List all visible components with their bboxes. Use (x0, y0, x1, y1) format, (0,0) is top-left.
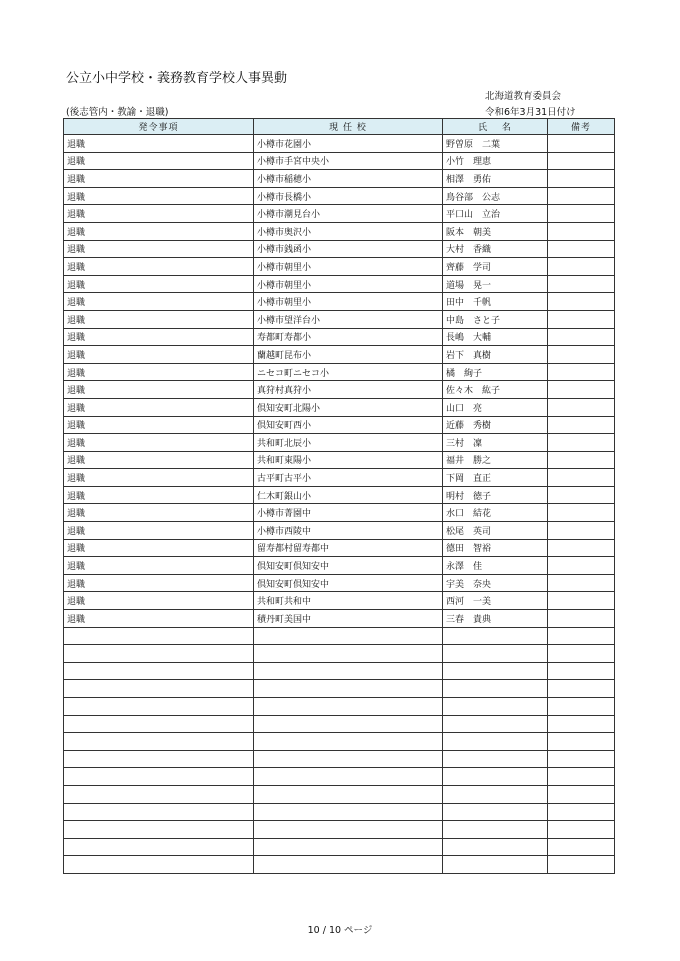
remarks-cell (548, 539, 615, 557)
empty-cell (64, 645, 254, 663)
empty-cell (548, 645, 615, 663)
school-cell: 小樽市花園小 (254, 135, 443, 153)
table-row (64, 240, 615, 258)
appointment-cell: 退職 (64, 434, 254, 452)
table-row (64, 346, 615, 364)
name-cell: 水口 結花 (443, 504, 548, 522)
remarks-cell (548, 504, 615, 522)
name-cell: 大村 香織 (443, 240, 548, 258)
school-cell: 真狩村真狩小 (254, 381, 443, 399)
empty-cell (443, 680, 548, 698)
empty-cell (443, 627, 548, 645)
remarks-cell (548, 275, 615, 293)
remarks-cell (548, 557, 615, 575)
empty-cell (443, 733, 548, 751)
appointment-cell: 退職 (64, 170, 254, 188)
appointment-cell: 退職 (64, 258, 254, 276)
table-row (64, 398, 615, 416)
empty-cell (64, 680, 254, 698)
empty-row (64, 733, 615, 751)
remarks-cell (548, 398, 615, 416)
remarks-cell (548, 592, 615, 610)
empty-cell (548, 838, 615, 856)
empty-cell (64, 662, 254, 680)
empty-cell (548, 733, 615, 751)
empty-cell (64, 838, 254, 856)
school-cell: 小樽市朝里小 (254, 258, 443, 276)
name-cell: 佐々木 紘子 (443, 381, 548, 399)
empty-cell (64, 785, 254, 803)
empty-cell (548, 821, 615, 839)
empty-cell (64, 856, 254, 874)
empty-cell (548, 856, 615, 874)
name-cell: 野曽原 二葉 (443, 135, 548, 153)
appointment-cell: 退職 (64, 451, 254, 469)
name-cell: 近藤 秀樹 (443, 416, 548, 434)
school-cell: 小樽市朝里小 (254, 275, 443, 293)
remarks-cell (548, 135, 615, 153)
empty-cell (443, 803, 548, 821)
name-cell: 明村 徳子 (443, 486, 548, 504)
school-cell: 小樽市長橋小 (254, 187, 443, 205)
table-row (64, 152, 615, 170)
remarks-cell (548, 381, 615, 399)
empty-cell (443, 768, 548, 786)
table-row (64, 557, 615, 575)
remarks-cell (548, 205, 615, 223)
table-row (64, 187, 615, 205)
empty-cell (548, 662, 615, 680)
table-row (64, 205, 615, 223)
name-cell: 松尾 英司 (443, 522, 548, 540)
name-cell: 阪本 朝美 (443, 222, 548, 240)
name-cell: 中島 さと子 (443, 310, 548, 328)
appointment-cell: 退職 (64, 381, 254, 399)
school-cell: 共和町東陽小 (254, 451, 443, 469)
appointment-cell: 退職 (64, 539, 254, 557)
remarks-cell (548, 187, 615, 205)
appointment-cell: 退職 (64, 346, 254, 364)
appointment-cell: 退職 (64, 592, 254, 610)
table-row (64, 275, 615, 293)
appointment-cell: 退職 (64, 205, 254, 223)
name-cell: 宇美 奈央 (443, 574, 548, 592)
empty-cell (548, 698, 615, 716)
empty-cell (64, 821, 254, 839)
school-cell: 小樽市潮見台小 (254, 205, 443, 223)
table-header-row (64, 119, 615, 135)
empty-row (64, 680, 615, 698)
remarks-cell (548, 416, 615, 434)
empty-cell (443, 645, 548, 663)
empty-row (64, 803, 615, 821)
header-remarks: 備考 (548, 119, 615, 135)
appointment-cell: 退職 (64, 486, 254, 504)
table-row (64, 328, 615, 346)
table-row (64, 434, 615, 452)
table-row (64, 381, 615, 399)
remarks-cell (548, 451, 615, 469)
school-cell: 倶知安町西小 (254, 416, 443, 434)
empty-cell (443, 698, 548, 716)
remarks-cell (548, 328, 615, 346)
school-cell: 倶知安町倶知安中 (254, 557, 443, 575)
subtitle: (後志管内・教諭・退職) (66, 107, 169, 118)
appointment-cell: 退職 (64, 293, 254, 311)
empty-row (64, 838, 615, 856)
empty-cell (254, 750, 443, 768)
empty-cell (64, 768, 254, 786)
appointment-cell: 退職 (64, 398, 254, 416)
school-cell: 小樽市奥沢小 (254, 222, 443, 240)
table-row (64, 135, 615, 153)
remarks-cell (548, 574, 615, 592)
remarks-cell (548, 469, 615, 487)
empty-cell (443, 838, 548, 856)
table-row (64, 469, 615, 487)
empty-cell (254, 645, 443, 663)
empty-cell (64, 803, 254, 821)
empty-cell (254, 768, 443, 786)
table-row (64, 363, 615, 381)
empty-cell (254, 627, 443, 645)
school-cell: 倶知安町北陽小 (254, 398, 443, 416)
school-cell: 寿都町寿都小 (254, 328, 443, 346)
empty-cell (64, 715, 254, 733)
table-row (64, 170, 615, 188)
appointment-cell: 退職 (64, 557, 254, 575)
school-cell: 小樽市手宮中央小 (254, 152, 443, 170)
empty-cell (254, 733, 443, 751)
appointment-cell: 退職 (64, 187, 254, 205)
issuer: 北海道教育委員会 (485, 91, 562, 102)
empty-cell (254, 698, 443, 716)
name-cell: 田中 千帆 (443, 293, 548, 311)
effective-date: 令和6年3月31日付け (485, 107, 576, 118)
name-cell: 德田 智裕 (443, 539, 548, 557)
empty-row (64, 627, 615, 645)
appointment-cell: 退職 (64, 152, 254, 170)
remarks-cell (548, 486, 615, 504)
school-cell: 蘭越町昆布小 (254, 346, 443, 364)
school-cell: 小樽市西陵中 (254, 522, 443, 540)
table-row (64, 574, 615, 592)
appointment-cell: 退職 (64, 574, 254, 592)
name-cell: 三村 凜 (443, 434, 548, 452)
empty-row (64, 856, 615, 874)
table-row (64, 522, 615, 540)
empty-cell (254, 715, 443, 733)
name-cell: 小竹 理恵 (443, 152, 548, 170)
appointment-cell: 退職 (64, 416, 254, 434)
empty-row (64, 821, 615, 839)
school-cell: 小樽市菁園中 (254, 504, 443, 522)
remarks-cell (548, 310, 615, 328)
empty-row (64, 715, 615, 733)
remarks-cell (548, 240, 615, 258)
name-cell: 三春 貴典 (443, 610, 548, 628)
empty-cell (64, 698, 254, 716)
remarks-cell (548, 522, 615, 540)
remarks-cell (548, 363, 615, 381)
personnel-table (63, 118, 615, 874)
table-row (64, 222, 615, 240)
empty-row (64, 698, 615, 716)
empty-cell (548, 785, 615, 803)
empty-cell (254, 821, 443, 839)
table-row (64, 258, 615, 276)
document-title: 公立小中学校・義務教育学校人事異動 (66, 71, 288, 86)
empty-row (64, 662, 615, 680)
empty-cell (443, 856, 548, 874)
empty-cell (443, 662, 548, 680)
table-row (64, 293, 615, 311)
name-cell: 山口 亮 (443, 398, 548, 416)
remarks-cell (548, 258, 615, 276)
school-cell: 倶知安町倶知安中 (254, 574, 443, 592)
empty-cell (443, 715, 548, 733)
empty-cell (443, 750, 548, 768)
appointment-cell: 退職 (64, 275, 254, 293)
header-current-school: 現 任 校 (254, 119, 443, 135)
table-row (64, 504, 615, 522)
empty-cell (548, 803, 615, 821)
remarks-cell (548, 346, 615, 364)
school-cell: 積丹町美国中 (254, 610, 443, 628)
appointment-cell: 退職 (64, 522, 254, 540)
empty-cell (548, 715, 615, 733)
name-cell: 下岡 直正 (443, 469, 548, 487)
empty-cell (254, 662, 443, 680)
empty-row (64, 768, 615, 786)
empty-cell (254, 838, 443, 856)
table-row (64, 486, 615, 504)
school-cell: 共和町北辰小 (254, 434, 443, 452)
appointment-cell: 退職 (64, 469, 254, 487)
header-name: 氏 名 (443, 119, 548, 135)
remarks-cell (548, 222, 615, 240)
school-cell: 小樽市稲穂小 (254, 170, 443, 188)
remarks-cell (548, 170, 615, 188)
school-cell: 小樽市朝里小 (254, 293, 443, 311)
table-row (64, 310, 615, 328)
table-row (64, 416, 615, 434)
name-cell: 西河 一美 (443, 592, 548, 610)
name-cell: 齊藤 学司 (443, 258, 548, 276)
appointment-cell: 退職 (64, 363, 254, 381)
empty-row (64, 785, 615, 803)
empty-cell (254, 680, 443, 698)
empty-cell (64, 750, 254, 768)
school-cell: 留寿都村留寿都中 (254, 539, 443, 557)
name-cell: 相澤 勇佑 (443, 170, 548, 188)
empty-cell (254, 856, 443, 874)
table-row (64, 451, 615, 469)
remarks-cell (548, 293, 615, 311)
school-cell: 仁木町銀山小 (254, 486, 443, 504)
remarks-cell (548, 152, 615, 170)
empty-cell (443, 821, 548, 839)
appointment-cell: 退職 (64, 328, 254, 346)
name-cell: 橘 絢子 (443, 363, 548, 381)
table-row (64, 610, 615, 628)
remarks-cell (548, 610, 615, 628)
empty-cell (443, 785, 548, 803)
name-cell: 平口山 立治 (443, 205, 548, 223)
header-appointment: 発令事項 (64, 119, 254, 135)
name-cell: 永澤 佳 (443, 557, 548, 575)
appointment-cell: 退職 (64, 310, 254, 328)
appointment-cell: 退職 (64, 610, 254, 628)
appointment-cell: 退職 (64, 240, 254, 258)
empty-cell (548, 750, 615, 768)
name-cell: 道場 晃一 (443, 275, 548, 293)
empty-cell (254, 785, 443, 803)
name-cell: 岩下 真樹 (443, 346, 548, 364)
table-row (64, 592, 615, 610)
school-cell: ニセコ町ニセコ小 (254, 363, 443, 381)
empty-cell (254, 803, 443, 821)
appointment-cell: 退職 (64, 135, 254, 153)
school-cell: 共和町共和中 (254, 592, 443, 610)
empty-cell (64, 627, 254, 645)
page-number: 10 / 10 ページ (307, 925, 373, 936)
name-cell: 長嶋 大輔 (443, 328, 548, 346)
school-cell: 古平町古平小 (254, 469, 443, 487)
empty-cell (548, 627, 615, 645)
empty-cell (64, 733, 254, 751)
school-cell: 小樽市銭函小 (254, 240, 443, 258)
empty-row (64, 750, 615, 768)
appointment-cell: 退職 (64, 504, 254, 522)
school-cell: 小樽市望洋台小 (254, 310, 443, 328)
empty-cell (548, 768, 615, 786)
remarks-cell (548, 434, 615, 452)
empty-row (64, 645, 615, 663)
name-cell: 鳥谷部 公志 (443, 187, 548, 205)
table-row (64, 539, 615, 557)
appointment-cell: 退職 (64, 222, 254, 240)
name-cell: 福井 勝之 (443, 451, 548, 469)
empty-cell (548, 680, 615, 698)
